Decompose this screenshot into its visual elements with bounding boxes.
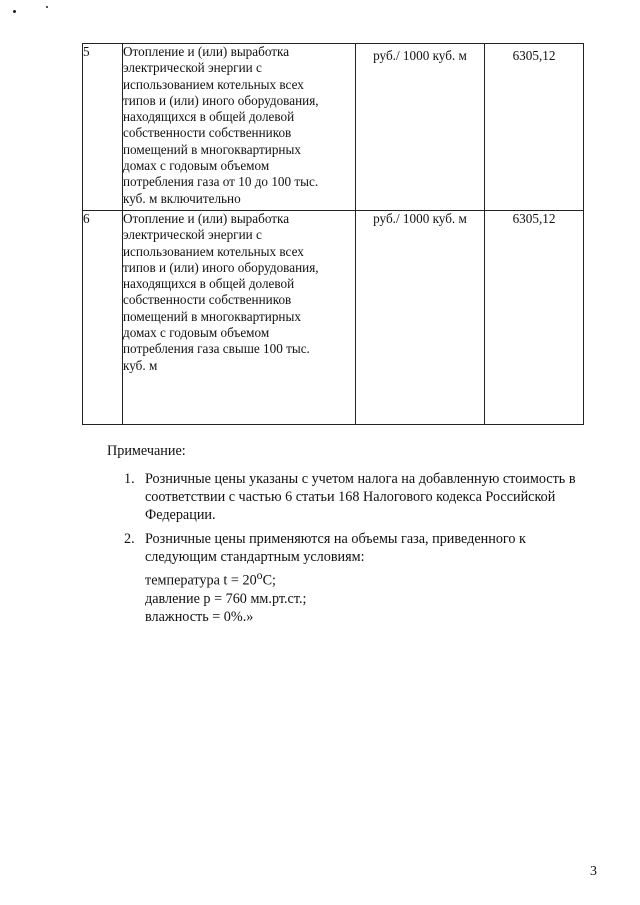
temperature-unit: С;	[262, 572, 276, 589]
note-line: Розничные цены применяются на объемы газа, приведенного к	[145, 531, 526, 547]
note-number: 1.	[124, 471, 135, 487]
category-line: использованием котельных всех	[123, 76, 304, 92]
table-row	[83, 211, 584, 425]
notes-list	[124, 470, 594, 632]
category-line: электрической энергии с	[123, 227, 262, 243]
category-line: домах с годовым объемом	[123, 158, 270, 174]
category-line: куб. м включительно	[123, 190, 241, 206]
table-row	[83, 44, 584, 211]
row-number: 5	[83, 44, 123, 211]
tariff-table	[82, 43, 584, 425]
retail-price: 6305,12	[485, 211, 584, 425]
humidity-condition: влажность = 0%.»	[145, 608, 254, 625]
category-line: находящихся в общей долевой	[123, 109, 295, 125]
category-line: Отопление и (или) выработка	[123, 211, 290, 226]
category-line: потребления газа от 10 до 100 тыс.	[123, 174, 319, 190]
scan-speck	[13, 10, 16, 13]
category-line: собственности собственников	[123, 125, 292, 141]
category-line: Отопление и (или) выработка	[123, 44, 290, 59]
note-line: Розничные цены указаны с учетом налога на добавленную стоимость в	[145, 471, 576, 487]
row-number: 6	[83, 211, 123, 425]
degree-mark: о	[256, 568, 263, 582]
retail-price: 6305,12	[485, 44, 584, 211]
note-line: следующим стандартным условиям:	[145, 549, 365, 565]
category-line: типов и (или) иного оборудования,	[123, 92, 319, 108]
category-line: электрической энергии с	[123, 60, 262, 76]
note-line: Федерации.	[145, 507, 216, 523]
note-number: 2.	[124, 531, 135, 547]
note-title: Примечание:	[107, 443, 186, 459]
category-line: собственности собственников	[123, 292, 292, 308]
category-line: помещений в многоквартирных	[123, 141, 301, 157]
pressure-condition: давление р = 760 мм.рт.ст.;	[145, 590, 307, 607]
note-line: соответствии с частью 6 статьи 168 Налогового кодекса Российской	[145, 489, 556, 505]
consumer-category	[123, 44, 356, 211]
category-line: использованием котельных всех	[123, 243, 304, 259]
temperature-condition	[145, 566, 594, 590]
category-line: находящихся в общей долевой	[123, 276, 295, 292]
temperature-text: температура t = 20	[145, 572, 257, 589]
category-line: потребления газа свыше 100 тыс.	[123, 341, 310, 357]
category-line: типов и (или) иного оборудования,	[123, 259, 319, 275]
category-line: помещений в многоквартирных	[123, 308, 301, 324]
category-line: куб. м	[123, 357, 158, 373]
unit-of-measure: руб./ 1000 куб. м	[356, 44, 485, 211]
unit-of-measure: руб./ 1000 куб. м	[356, 211, 485, 425]
consumer-category	[123, 211, 356, 425]
page-number: 3	[590, 864, 597, 879]
category-line: домах с годовым объемом	[123, 325, 270, 341]
note-item	[124, 530, 594, 626]
note-item	[124, 470, 594, 524]
scan-speck	[46, 6, 48, 8]
